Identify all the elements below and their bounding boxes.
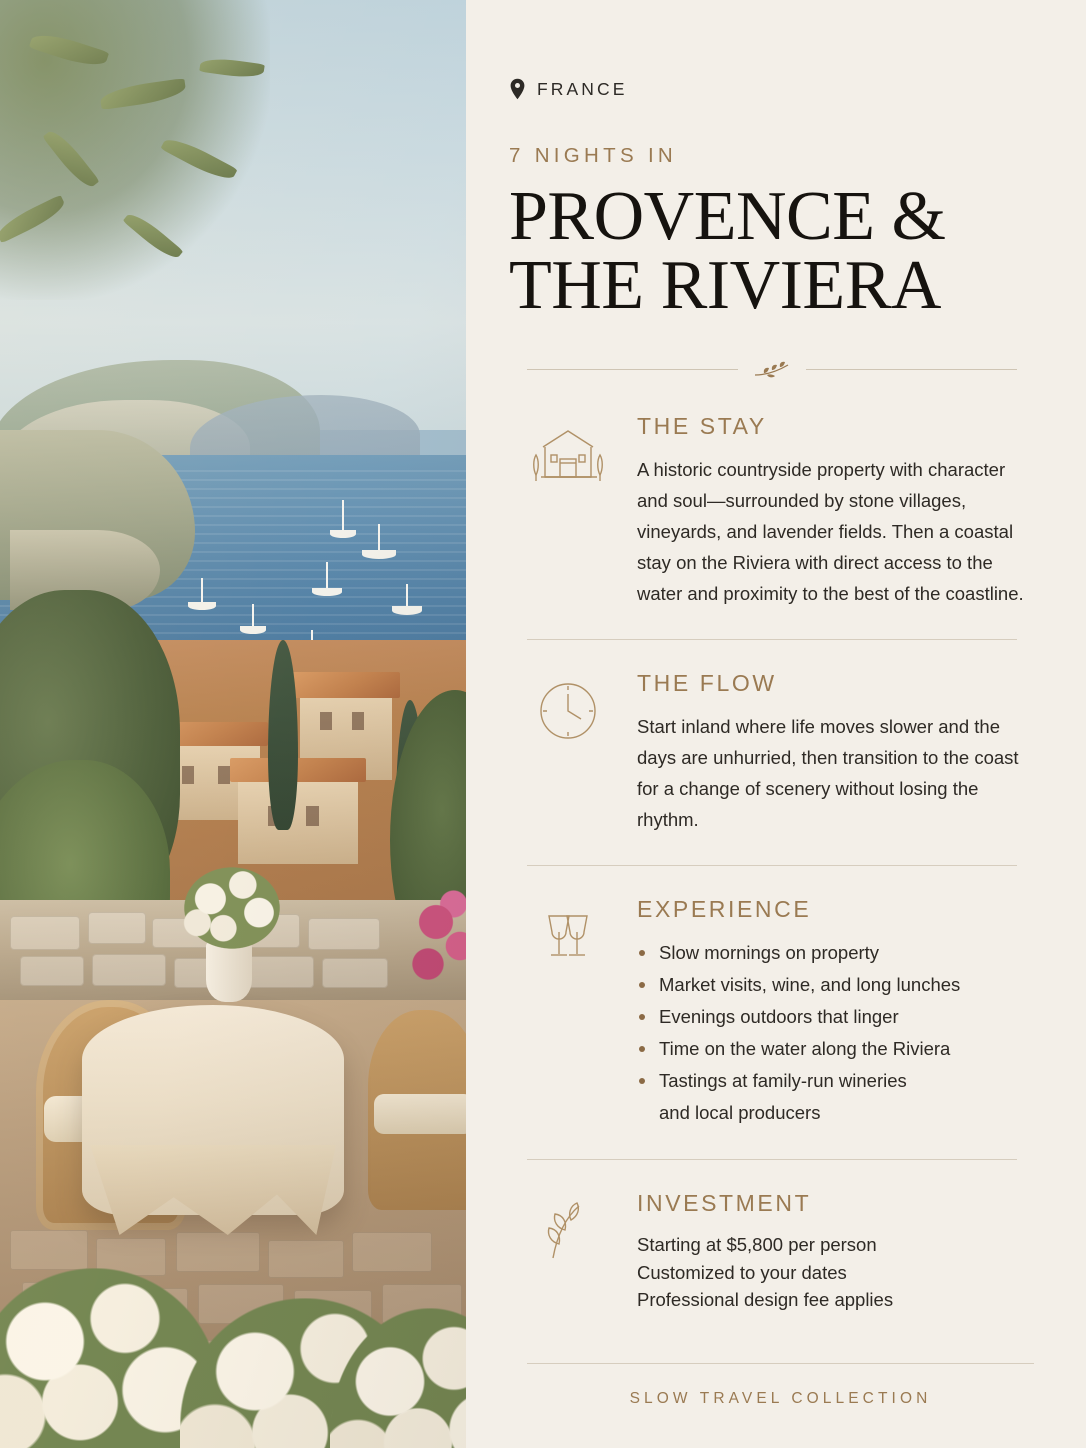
paver	[176, 1232, 260, 1272]
section-experience-body	[637, 896, 1034, 1129]
footer	[527, 1363, 1034, 1408]
stone-block	[92, 954, 166, 986]
building	[238, 776, 358, 864]
list-item-continuation: and local producers	[659, 1102, 821, 1124]
window	[182, 766, 194, 784]
sailboat	[312, 562, 342, 596]
section-flow-body	[637, 670, 1034, 835]
section-flow	[509, 670, 1034, 835]
window	[320, 712, 332, 730]
section-title: THE FLOW	[637, 669, 777, 696]
section-paragraph: A historic countryside property with character and soul—surrounded by stone villages, vineyards, and lavender fields. Then a coastal stay on the Riviera with direct access to the water and proximity to the best of the coastline.	[637, 458, 1024, 604]
paver	[268, 1240, 344, 1278]
investment-line: Professional design fee applies	[637, 1289, 894, 1311]
divider-line-left	[527, 369, 738, 370]
title-line-2: THE RIVIERA	[509, 247, 941, 325]
map-pin-icon	[509, 78, 526, 100]
location-row	[509, 78, 1034, 100]
rattan-chair-right	[368, 1010, 466, 1210]
section-title: INVESTMENT	[637, 1190, 812, 1217]
section-investment-body	[637, 1190, 1034, 1313]
stone-block	[20, 956, 84, 986]
sailboat	[188, 578, 216, 610]
list-item: Evenings outdoors that linger	[637, 1001, 1034, 1033]
sailboat	[240, 604, 266, 634]
chair-cushion	[374, 1094, 466, 1134]
clock-icon	[527, 670, 611, 835]
paver	[10, 1230, 88, 1270]
paver	[352, 1232, 432, 1272]
section-stay-body	[637, 413, 1034, 609]
section-divider	[527, 639, 1017, 640]
dining-table	[82, 1005, 344, 1215]
sailboat	[362, 524, 396, 559]
hero-photo	[0, 0, 466, 1448]
section-investment	[509, 1190, 1034, 1313]
location-label: FRANCE	[537, 78, 628, 99]
title-line-1: PROVENCE &	[509, 178, 946, 255]
bougainvillea	[404, 880, 466, 1000]
section-stay	[509, 413, 1034, 609]
hydrangea-bush	[330, 1308, 466, 1448]
villa-icon	[527, 413, 611, 609]
list-item: Tastings at family-run wineries	[637, 1065, 1034, 1097]
list-item: Slow mornings on property	[637, 937, 1034, 969]
eyebrow-text: 7 NIGHTS IN	[509, 144, 678, 167]
leaf-sprig-icon	[527, 1190, 611, 1313]
ornament-divider	[527, 361, 1017, 379]
experience-list	[637, 937, 1034, 1129]
list-item: Time on the water along the Riviera	[637, 1033, 1034, 1065]
sailboat	[330, 500, 356, 538]
section-divider	[527, 1159, 1017, 1160]
stone-block	[308, 918, 380, 950]
section-divider	[527, 865, 1017, 866]
footer-text: SLOW TRAVEL COLLECTION	[629, 1390, 932, 1407]
section-paragraph: Start inland where life moves slower and the days are unhurried, then transition to the coast for a change of scenery without losing the rhythm.	[637, 715, 1019, 831]
section-title: EXPERIENCE	[637, 896, 812, 923]
stone-block	[322, 958, 388, 988]
window	[306, 806, 319, 826]
white-flowers	[178, 862, 286, 954]
rooftop	[230, 758, 366, 782]
investment-line: Customized to your dates	[637, 1261, 847, 1283]
investment-line: Starting at $5,800 per person	[637, 1234, 877, 1256]
stone-block	[242, 956, 314, 988]
footer-divider	[527, 1363, 1034, 1364]
section-experience	[509, 896, 1034, 1129]
page-title	[509, 178, 1034, 325]
olive-branch-icon	[752, 361, 792, 379]
section-title: THE STAY	[637, 412, 767, 439]
window	[218, 766, 230, 784]
wine-glasses-icon	[527, 896, 611, 1129]
window	[352, 712, 364, 730]
content-panel	[466, 0, 1086, 1448]
divider-line-right	[806, 369, 1017, 370]
rooftop	[292, 672, 400, 698]
stone-block	[88, 912, 146, 944]
stone-block	[10, 916, 80, 950]
list-item: Market visits, wine, and long lunches	[637, 969, 1034, 1001]
sailboat	[392, 584, 422, 615]
